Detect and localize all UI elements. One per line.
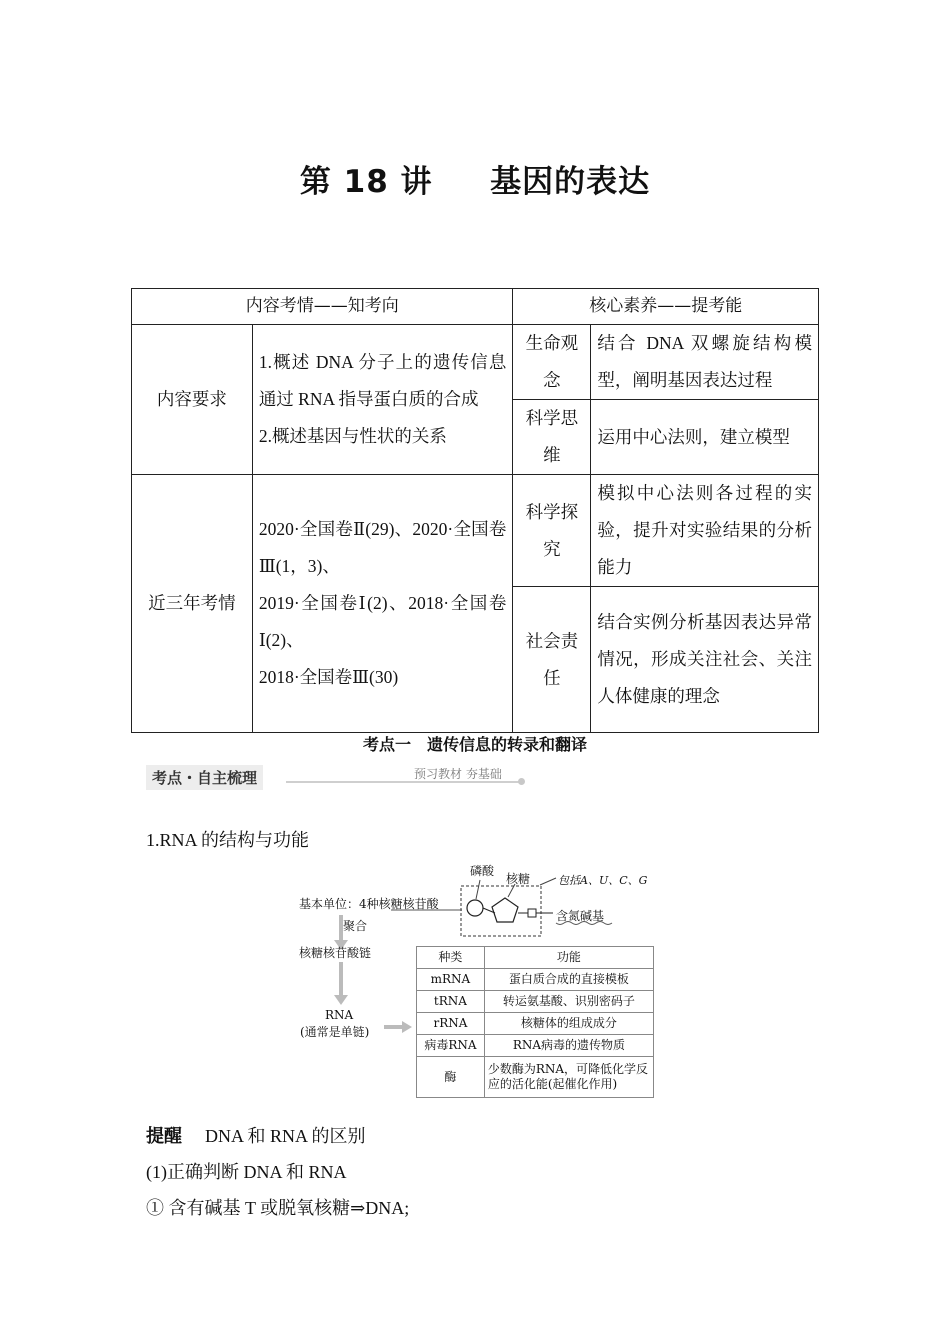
header-content-requirements: 内容考情——知考向: [132, 289, 513, 325]
rna-type: tRNA: [417, 991, 485, 1013]
point-1: (1)正确判断 DNA 和 RNA: [146, 1162, 347, 1182]
literacy-name: 科学探究: [513, 475, 591, 587]
rna-type: mRNA: [417, 969, 485, 991]
rna-function: 核糖体的组成成分: [484, 1013, 653, 1035]
exam-item: 2020·全国卷Ⅱ(29)、2020·全国卷Ⅲ(1，3)、: [258, 519, 507, 576]
table-header: 功能: [484, 947, 653, 969]
rna-type: 病毒RNA: [417, 1035, 485, 1057]
exam-item: 2019·全国卷Ⅰ(2)、2018·全国卷Ⅰ(2)、: [258, 593, 507, 650]
literacy-name: 生命观念: [513, 325, 591, 400]
label-polymerize: 聚合: [343, 919, 368, 933]
requirement-item: 1.概述 DNA 分子上的遗传信息通过 RNA 指导蛋白质的合成: [258, 352, 507, 409]
literacy-desc: 运用中心法则，建立模型: [591, 400, 819, 475]
pointer-line: [540, 878, 556, 885]
heading-rna: 1.RNA 的结构与功能: [146, 830, 310, 850]
rna-function: 少数酶为RNA，可降低化学反应的活化能(起催化作用): [484, 1057, 653, 1098]
reminder-line: [146, 1122, 366, 1148]
label-ribose: 核糖: [506, 872, 531, 886]
lecture-topic: 基因的表达: [490, 164, 651, 200]
rna-type: rRNA: [417, 1013, 485, 1035]
literacy-name: 科学思维: [513, 400, 591, 475]
label-chain: 核糖核苷酸链: [299, 946, 372, 960]
rna-function: 蛋白质合成的直接模板: [484, 969, 653, 991]
label-phosphate: 磷酸: [470, 864, 495, 878]
label-bases-note: 包括A、U、C、G: [558, 874, 648, 887]
banner-tag: 考点・自主梳理: [146, 765, 263, 790]
section-title: 考点一 遗传信息的转录和翻译: [362, 735, 587, 754]
phosphate-icon: [467, 900, 483, 916]
rna-function-table: [416, 946, 654, 1098]
rna-type: 酶: [417, 1057, 485, 1098]
ribose-icon: [492, 898, 518, 922]
row-label-exams: 近三年考情: [132, 475, 253, 733]
literacy-name: 社会责任: [513, 587, 591, 733]
reminder-label: 提醒: [146, 1126, 182, 1147]
label-nitrogen-base: 含氮碱基: [556, 909, 605, 923]
nucleotide-box: [461, 886, 541, 936]
arrow-head: [334, 995, 348, 1005]
literacy-desc: 结合实例分析基因表达异常情况，形成关注社会、关注人体健康的理念: [591, 587, 819, 733]
point-2: ① 含有碱基 T 或脱氧核糖⇒DNA;: [146, 1198, 410, 1218]
literacy-desc: 结合 DNA 双螺旋结构模型，阐明基因表达过程: [591, 325, 819, 400]
label-rna-note: (通常是单链): [300, 1025, 370, 1039]
base-icon: [528, 909, 536, 917]
table-header: 种类: [417, 947, 485, 969]
label-rna: RNA: [325, 1008, 354, 1022]
exam-item: 2018·全国卷Ⅲ(30): [258, 667, 399, 687]
label-basic-unit: 基本单位：4种核糖核苷酸: [299, 897, 439, 911]
banner-subtitle: 预习教材 夯基础: [414, 767, 502, 781]
pointer-line: [476, 880, 480, 899]
header-core-literacy: 核心素养——提考能: [513, 289, 819, 325]
rna-function: 转运氨基酸、识别密码子: [484, 991, 653, 1013]
row-label-requirements: 内容要求: [132, 325, 253, 475]
literacy-desc: 模拟中心法则各过程的实验，提升对实验结果的分析能力: [591, 475, 819, 587]
arrow-head: [402, 1021, 412, 1033]
reminder-text: DNA 和 RNA 的区别: [205, 1126, 366, 1146]
requirement-item: 2.概述基因与性状的关系: [258, 426, 447, 446]
rna-function: RNA病毒的遗传物质: [484, 1035, 653, 1057]
lecture-number: 第 18 讲: [299, 164, 433, 200]
